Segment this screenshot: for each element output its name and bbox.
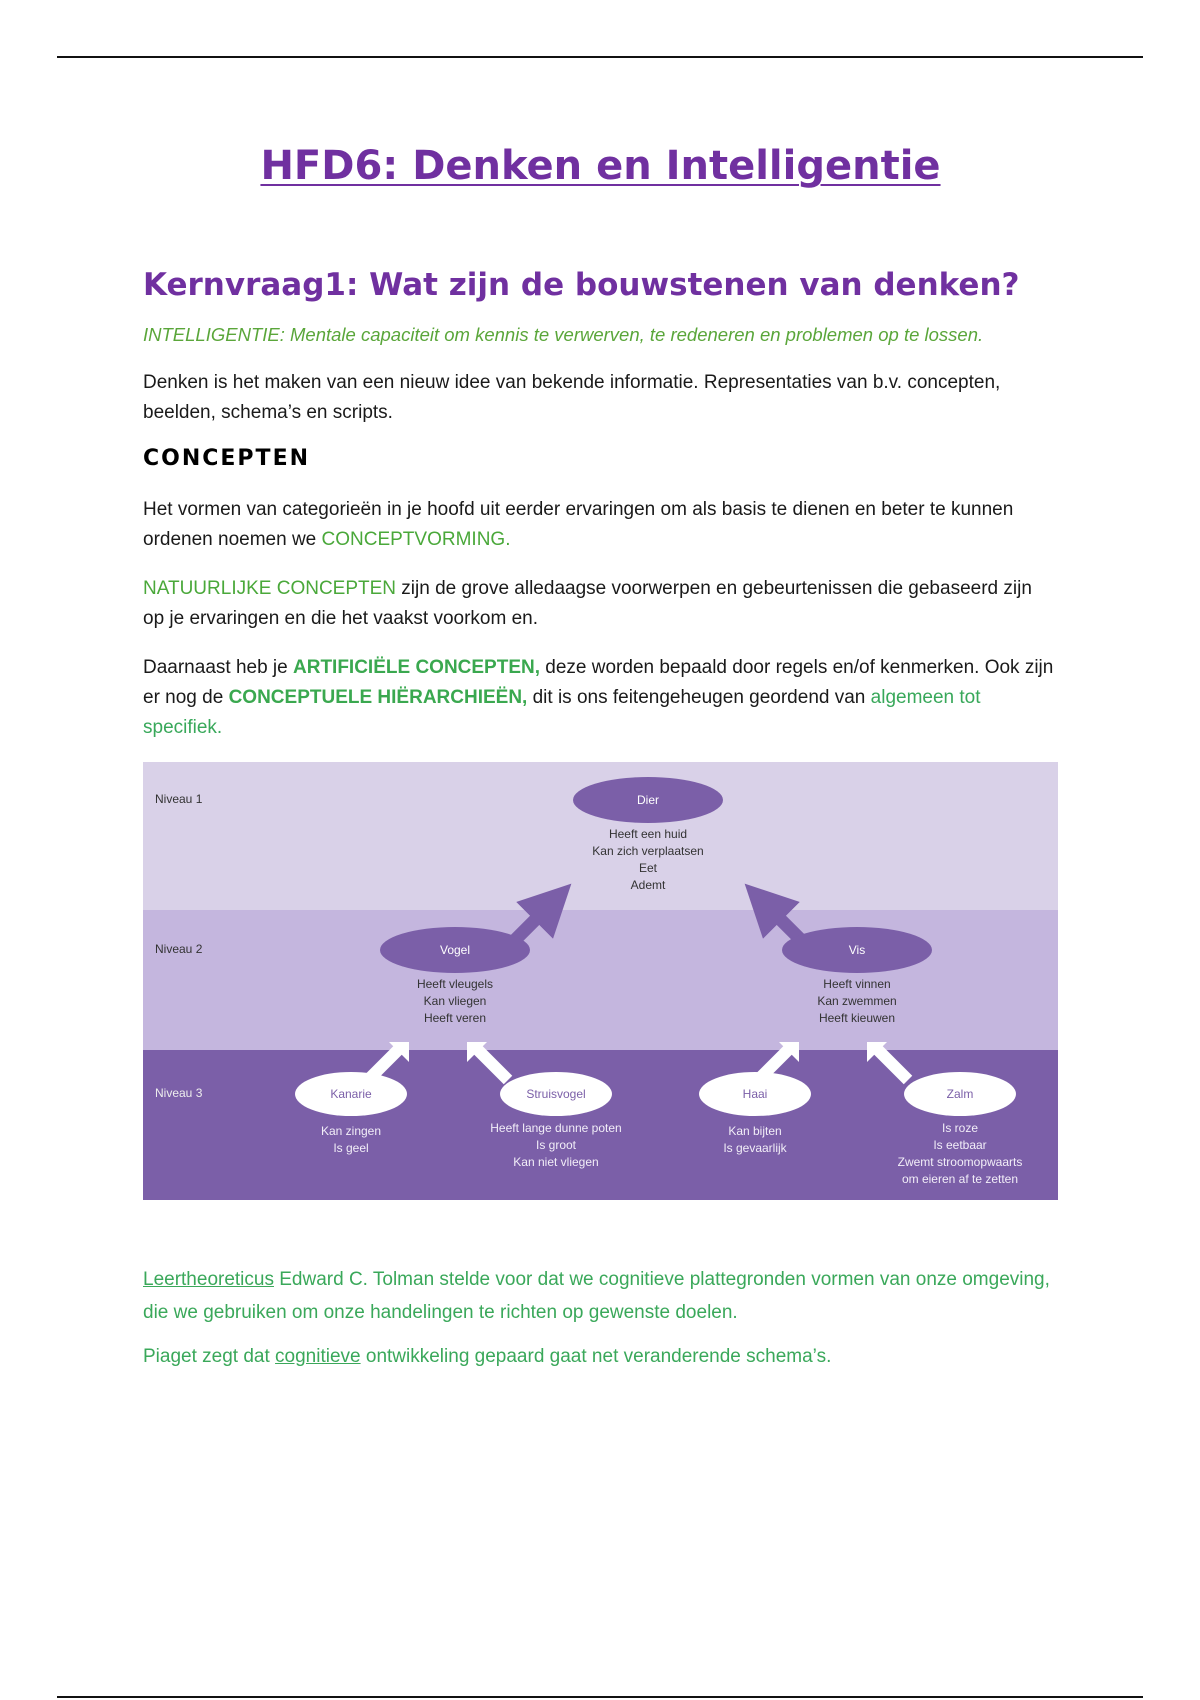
trait: Kan zwemmen [817,994,897,1008]
trait: om eieren af te zetten [901,1172,1019,1186]
trait: Heeft vinnen [823,977,891,991]
trait: Heeft lange dunne poten [490,1121,622,1135]
paragraph-artificial-concepts [143,653,1058,743]
page-title: HFD6: Denken en Intelligentie [260,143,941,189]
paragraph-thinking: Denken is het maken van een nieuw idee van bekende informatie. Representaties van b.v. concepten, beelden, schema’s en scripts. [143,372,1001,423]
trait: Kan bijten [728,1124,782,1138]
node-struisvogel-label: Struisvogel [526,1087,586,1101]
trait: Heeft een huid [608,827,688,841]
level-3-label: Niveau 3 [155,1086,203,1100]
trait: Heeft kieuwen [818,1011,896,1025]
trait: Kan zich verplaatsen [592,844,704,858]
paragraph-text: ontwikkeling gepaard gaat net veranderende schema’s. [360,1346,832,1367]
bottom-rule [57,1696,1143,1698]
term-cognitieve: cognitieve [275,1346,361,1367]
vis-traits [817,977,896,1025]
trait: Ademt [630,878,666,892]
trait: Kan niet vliegen [513,1155,599,1169]
paragraph-text: zijn de grove alledaagse voorwerpen en gebeurtenissen die gebaseerd zijn op je ervaringen en die het vaakst voorkom en. [143,578,1032,629]
paragraph-text: Het vormen van categorieën in je hoofd uit eerder ervaringen om als basis te dienen en beter te kunnen ordenen noemen we [143,499,1014,550]
paragraph-tolman [143,1263,1058,1329]
term-natural-concepts: NATUURLIJKE CONCEPTEN [143,578,397,599]
trait: Is roze [941,1121,979,1135]
trait: Zwemt stroomopwaarts [897,1155,1023,1169]
trait: Kan vliegen [423,994,487,1008]
term-conceptual-hierarchies: CONCEPTUELE HIËRARCHIEËN, [228,687,528,708]
term-artificial-concepts: ARTIFICIËLE CONCEPTEN, [293,657,541,678]
paragraph-text: deze worden bepaald door regels en/of kenmerken. Ook zijn er nog de [143,657,1054,708]
level-2-label: Niveau 2 [155,942,203,956]
top-rule [57,56,1143,58]
paragraph-concept-formation [143,495,1058,555]
node-zalm-label: Zalm [946,1087,974,1101]
intelligence-definition: INTELLIGENTIE: Mentale capaciteit om kennis te verwerven, te redeneren en problemen op te lossen. [143,324,984,345]
trait: Eet [638,861,658,875]
node-kanarie-label: Kanarie [330,1087,372,1101]
term-conceptvorming: CONCEPTVORMING. [321,529,511,550]
node-haai-label: Haai [742,1087,768,1101]
level-2-band [143,910,1058,1050]
vogel-traits [417,977,493,1025]
term-leertheoreticus: Leertheoreticus [143,1269,274,1290]
subheading-concepts: CONCEPTEN [143,446,311,471]
paragraph-text: dit is ons feitengeheugen geordend van [527,687,871,708]
paragraph-text: Piaget zegt dat [143,1346,276,1367]
section-heading: Kernvraag1: Wat zijn de bouwstenen van denken? [143,267,1020,303]
paragraph-text: Edward C. Tolman stelde voor dat we cognitieve plattegronden vormen van onze omgeving, die we gebruiken om onze handelingen te richten op gewenste doelen. [143,1269,1050,1323]
term-general-to-specific: algemeen tot specifiek. [143,687,981,738]
level-1-label: Niveau 1 [155,792,203,806]
node-dier-label: Dier [636,793,660,807]
trait: Is geel [333,1141,369,1155]
paragraph-text: Daarnaast heb je [143,657,293,678]
node-vis-label: Vis [848,943,866,957]
trait: Heeft veren [423,1011,487,1025]
paragraph-piaget [143,1342,1058,1372]
concept-hierarchy-diagram [143,762,1058,1200]
trait: Is gevaarlijk [723,1141,787,1155]
trait: Kan zingen [320,1124,382,1138]
node-vogel-label: Vogel [439,943,471,957]
trait: Is groot [535,1138,577,1152]
paragraph-natural-concepts [143,574,1058,634]
trait: Is eetbaar [933,1138,987,1152]
trait: Heeft vleugels [416,977,494,991]
